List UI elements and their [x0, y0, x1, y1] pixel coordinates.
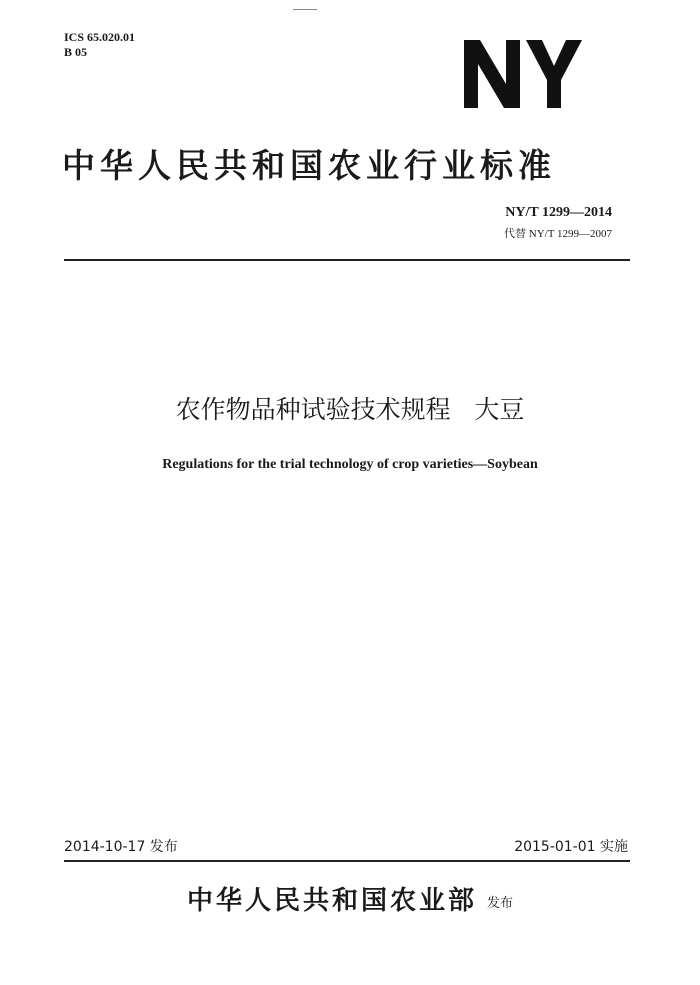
header-divider [64, 259, 630, 261]
implementation-date: 2015-01-01 实施 [514, 839, 628, 855]
footer-divider [64, 860, 630, 862]
top-dash-mark [293, 9, 317, 10]
classification-codes [64, 30, 135, 60]
replaces-standard: 代替 NY/T 1299—2007 [504, 228, 612, 240]
ics-code: ICS 65.020.01 [64, 30, 136, 44]
ccs-code: B 05 [64, 45, 88, 59]
document-title-english: Regulations for the trial technology of crop varieties—Soybean [162, 457, 538, 472]
issue-date: 2014-10-17 发布 [64, 839, 178, 855]
ny-logo-mark [462, 38, 586, 110]
publisher-line [0, 880, 700, 917]
document-title-chinese: 农作物品种试验技术规程 大豆 [175, 395, 525, 424]
standard-number: NY/T 1299—2014 [505, 205, 612, 220]
ny-logo [462, 38, 586, 110]
publisher-name: 中华人民共和国农业部 [186, 886, 477, 916]
organization-title: 中华人民共和国农业行业标准 [62, 146, 556, 185]
publisher-action: 发布 [487, 896, 514, 911]
